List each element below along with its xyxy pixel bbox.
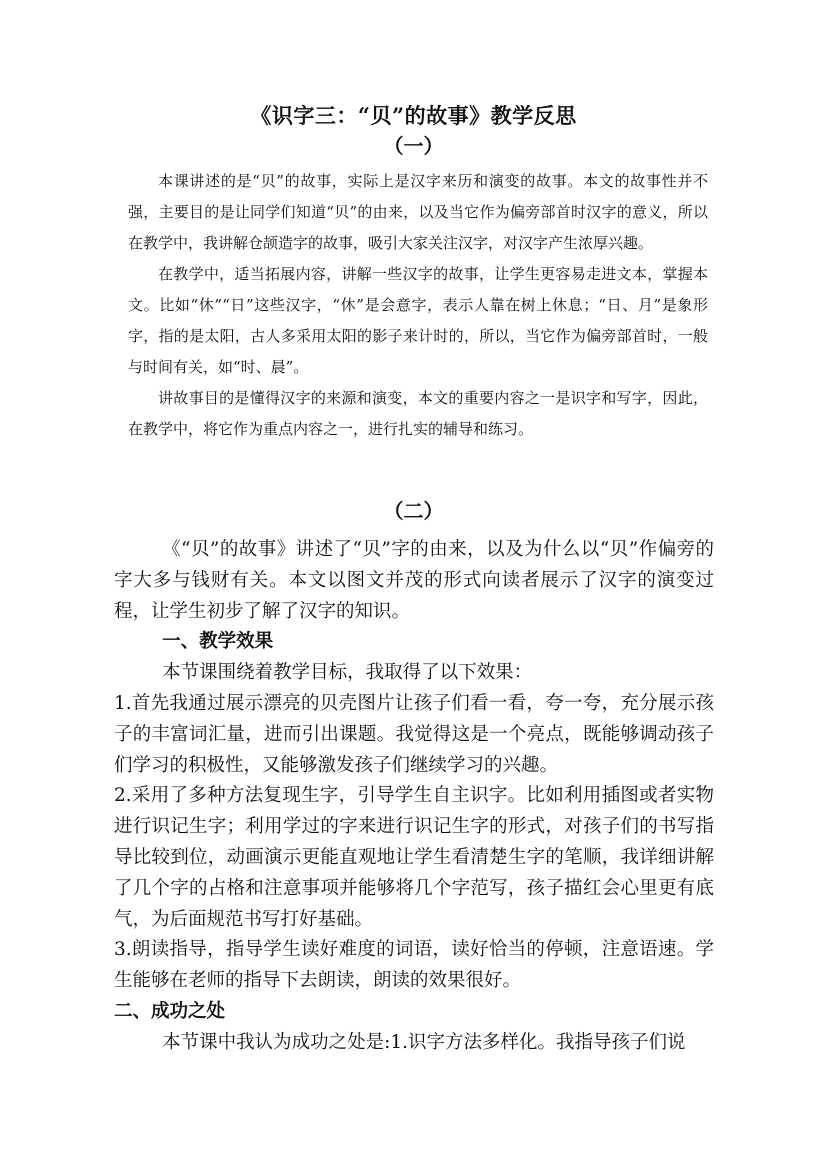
section1-paragraph: 本课讲述的是“贝”的故事，实际上是汉字来历和演变的故事。本文的故事性并不强，主要目的是让同学们知道“贝”的由来，以及当它作为偏旁部首时汉字的意义，所以在教学中，我讲解仓颉造字的故事，吸引大家关注汉字，对汉字产生浓厚兴趣。: [128, 172, 708, 252]
section1-heading: （一）: [383, 134, 444, 158]
heading-success: 二、成功之处: [114, 1000, 226, 1022]
section1-paragraph: 在教学中，适当拓展内容，讲解一些汉字的故事，让学生更容易走进文本，掌握本文。比如“休”“日”这些汉字，“休”是会意字，表示人靠在树上休息；“日、月”是象形字，指的是太阳，古人多采用太阳的影子来计时的，所以，当它作为偏旁部首时，一般与时间有关，如“时、晨”。: [128, 265, 708, 376]
section1-paragraph: 讲故事目的是懂得汉字的来源和演变，本文的重要内容之一是识字和写字，因此，在教学中，将它作为重点内容之一，进行扎实的辅导和练习。: [128, 389, 708, 438]
section1-body: [128, 166, 708, 445]
section2-paragraph: 本节课围绕着教学目标，我取得了以下效果：: [162, 662, 533, 684]
list-item: 1.首先我通过展示漂亮的贝壳图片让孩子们看一看，夸一夸，充分展示孩子的丰富词汇量，进而引出课题。我觉得这是一个亮点，既能够调动孩子们学习的积极性，又能够激发孩子们继续学习的兴趣。: [114, 692, 714, 776]
document-title: 《识字三：“贝”的故事》教学反思: [250, 103, 577, 128]
section2-heading: （二）: [383, 499, 444, 523]
list-item: 3.朗读指导，指导学生读好难度的词语，读好恰当的停顿，注意语速。学生能够在老师的指导下去朗读，朗读的效果很好。: [114, 939, 714, 992]
section2-intro: 《“贝”的故事》讲述了“贝”字的由来，以及为什么以“贝”作偏旁的字大多与钱财有关。本文以图文并茂的形式向读者展示了汉字的演变过程，让学生初步了解了汉字的知识。: [114, 539, 714, 622]
section2-body: [114, 535, 714, 1059]
list-item: 2.采用了多种方法复现生字，引导学生自主识字。比如利用插图或者实物进行识记生字；利用学过的字来进行识记生字的形式，对孩子们的书写指导比较到位，动画演示更能直观地让学生看清楚生字的笔顺，我详细讲解了几个字的占格和注意事项并能够将几个字范写，孩子描红会心里更有底气，为后面规范书写打好基础。: [114, 785, 714, 930]
section2-paragraph: 本节课中我认为成功之处是:1.识字方法多样化。我指导孩子们说: [162, 1031, 686, 1053]
heading-teaching-effect: 一、教学效果: [162, 631, 274, 653]
